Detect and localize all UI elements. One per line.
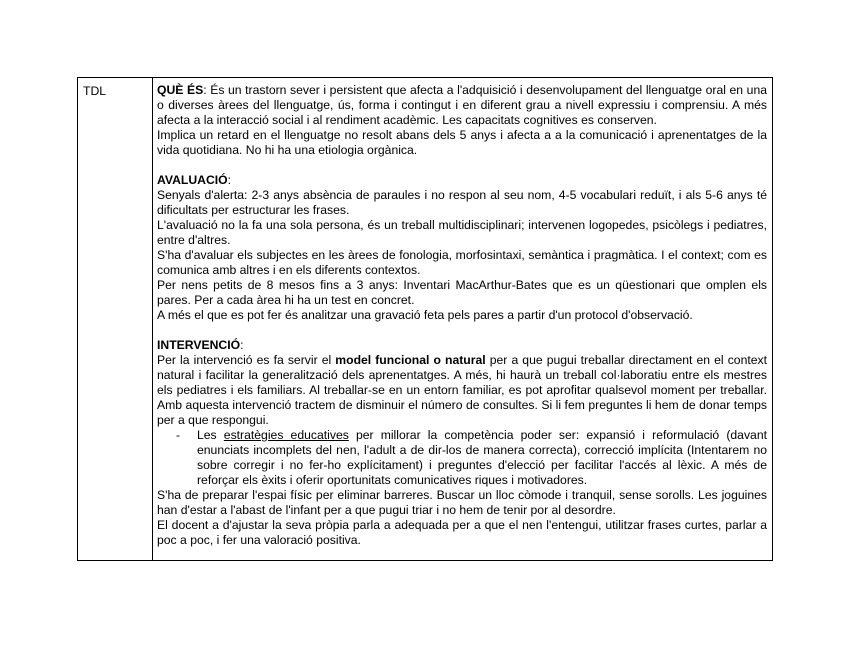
avaluacio-paragraph-2: L'avaluació no la fa una sola persona, és un treball multidisciplinari; intervenen logopedes, psicòlegs i pediatres, entre d'altres. [157,218,767,247]
avaluacio-heading-line [157,173,767,188]
avaluacio-heading: AVALUACIÓ [157,173,228,187]
content-table [77,77,773,561]
que-es-text-1: És un trastorn sever i persistent que afecta a l'adquisició i desenvolupament del llenguatge oral en una o diverses àrees del llenguatge, ús, forma i contingut i en diferent grau a nivell expressiu i comprensiu. A més afecta a la interacció social i al rendiment acadèmic. Les capacitats cognitives es conserven. [157,83,767,127]
intervencio-heading: INTERVENCIÓ [157,338,241,352]
avaluacio-paragraph-4: Per nens petits de 8 mesos fins a 3 anys: Inventari MacArthur-Bates que es un qüestionari que omplen els pares. Per a cada àrea hi ha un test en concret. [157,278,767,307]
bullet-underlined-term: estratègies educatives [223,428,349,442]
bullet-dash: - [176,428,181,442]
intervencio-paragraph-1 [157,353,767,428]
intervencio-text-before: Per la intervenció es fa servir el [157,353,336,367]
avaluacio-heading-sep: : [227,173,232,187]
avaluacio-paragraph-1: Senyals d'alerta: 2-3 anys absència de paraules i no respon al seu nom, 4-5 vocabulari reduït, i als 5-6 anys té dificultats per estructurar les frases. [157,188,767,217]
intervencio-heading-line [157,338,767,353]
intervencio-heading-sep: : [240,338,244,352]
bullet-text-after: per millorar la competència poder ser: expansió i reformulació (davant enunciats incomplets del nen, l'adult a de dir-los de manera correcta), correcció implícita (Intentarem no sobre corregir i no fer-ho explícitament) i preguntes d'elecció per facilitar l'accés al lèxic. A més de reforçar els èxits i oferir oportunitats comunicatives riques i motivadores. [197,428,767,487]
que-es-heading: QUÈ ÉS [157,83,204,97]
section-spacer [157,323,767,338]
que-es-paragraph-1 [157,83,767,128]
row-content-cell [153,78,772,560]
intervencio-paragraph-2: S'ha de preparar l'espai físic per eliminar barreres. Buscar un lloc còmode i tranquil, sense sorolls. Les joguines han d'estar a l'abast de l'infant per a que pugui triar i no hem de tenir por al desordre. [157,488,767,517]
list-item [157,428,767,488]
row-label-cell [78,78,153,560]
row-label: TDL [83,84,107,98]
que-es-paragraph-2: Implica un retard en el llenguatge no resolt abans dels 5 anys i afecta a a la comunicació i aprenentatges de la vida quotidiana. No hi ha una etiologia orgànica. [157,128,767,157]
section-spacer [157,158,767,173]
intervencio-model-bold: model funcional o natural [335,353,486,367]
avaluacio-paragraph-5: A més el que es pot fer és analitzar una gravació feta pels pares a partir d'un protocol d'observació. [157,308,693,322]
avaluacio-paragraph-3: S'ha d'avaluar els subjectes en les àrees de fonologia, morfosintaxi, semàntica i pragmàtica. I el context; com es comunica amb altres i en els diferents contextos. [157,248,767,277]
bullet-text-before: Les [197,428,224,442]
intervencio-paragraph-3: El docent a d'ajustar la seva pròpia parla a adequada per a que el nen l'entengui, utilitzar frases curtes, parlar a poc a poc, i fer una valoració positiva. [157,518,767,547]
strategies-list [157,428,767,488]
que-es-heading-sep: : [203,83,211,97]
intervencio-text-after: per a que pugui treballar directament en el context natural i facilitar la generalització dels aprenentatges. A més, hi haurà un treball col·laboratiu entre els mestres els pediatres i els familiars. Al treballar-se en un entorn familiar, es pot aprofitar qualsevol moment per treballar. Amb aquesta intervenció tractem de disminuir el número de consultes. Si li fem preguntes li hem de donar temps per a que respongui. [157,353,767,427]
